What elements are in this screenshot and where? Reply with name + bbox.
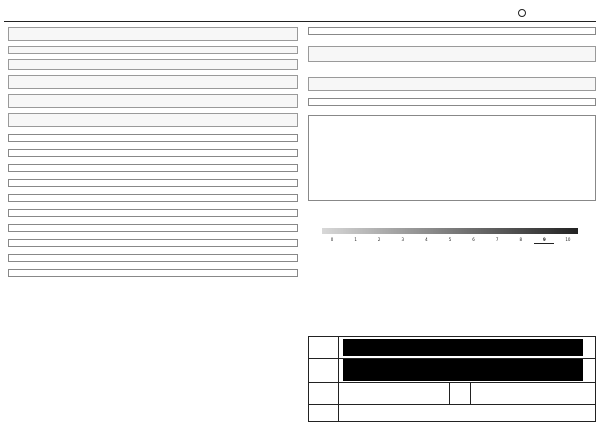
question-16 — [8, 268, 298, 277]
question-8 — [8, 148, 298, 157]
scale-number: 1 — [354, 237, 357, 242]
answer-box — [8, 269, 298, 277]
answer-box — [8, 194, 298, 202]
logo-mark-icon — [518, 9, 526, 17]
question-11 — [8, 193, 298, 202]
answer-box — [8, 224, 298, 232]
answer-line — [9, 180, 297, 185]
scale-number: 0 — [330, 237, 334, 242]
scale-number: 8 — [519, 237, 523, 242]
scale-number: 3 — [401, 237, 405, 242]
option-line — [9, 76, 297, 81]
answer-line — [9, 270, 297, 275]
question-right-3 — [308, 76, 596, 91]
answer-line — [9, 240, 297, 245]
option-line — [9, 114, 297, 119]
options-box — [8, 94, 298, 108]
options-box — [8, 75, 298, 89]
answer-box — [8, 179, 298, 187]
question-1 — [8, 26, 298, 41]
option-line — [9, 28, 297, 33]
option-line — [309, 78, 595, 83]
scale-number: 9 — [534, 236, 554, 244]
question-right-5 — [308, 114, 596, 201]
question-10 — [8, 178, 298, 187]
answer-box — [8, 209, 298, 217]
answer-box — [308, 27, 596, 35]
question-12 — [8, 208, 298, 217]
scale-number: 7 — [495, 237, 499, 242]
brand-logo — [518, 6, 594, 20]
answer-line — [9, 255, 297, 260]
answer-line — [9, 150, 297, 155]
question-9 — [8, 163, 298, 172]
question-right-2 — [308, 45, 596, 62]
option-line — [9, 60, 297, 65]
store-row — [309, 383, 595, 405]
answer-line — [9, 210, 297, 215]
answer-box — [308, 98, 596, 106]
answer-box — [8, 239, 298, 247]
corp-row — [309, 405, 595, 421]
redacted-block — [343, 339, 583, 356]
free-comment-box — [308, 115, 596, 201]
question-7 — [8, 133, 298, 142]
answer-line — [309, 28, 595, 33]
question-4 — [8, 74, 298, 89]
options-box — [8, 113, 298, 127]
answer-box — [8, 134, 298, 142]
question-right-1 — [308, 26, 596, 35]
question-2 — [8, 45, 298, 54]
customer-address-row — [309, 359, 595, 383]
answer-line — [309, 99, 595, 104]
customer-name-row — [309, 337, 595, 359]
customer-address-label — [309, 359, 339, 382]
scale-number: 6 — [472, 237, 475, 242]
staff-label — [449, 383, 471, 404]
recommendation-scale — [322, 223, 578, 245]
answer-line — [9, 195, 297, 200]
option-line — [9, 47, 297, 52]
scale-number: 5 — [448, 237, 452, 242]
options-box — [308, 46, 596, 62]
option-line — [9, 95, 297, 100]
answer-line — [9, 165, 297, 170]
scale-gradient-bar — [322, 228, 578, 234]
store-info-table — [308, 336, 596, 422]
store-label — [309, 383, 339, 404]
options-box — [8, 27, 298, 41]
answer-box — [8, 164, 298, 172]
customer-name-label — [309, 337, 339, 358]
question-right-4 — [308, 97, 596, 106]
question-13 — [8, 223, 298, 232]
options-box — [308, 77, 596, 91]
survey-header — [4, 4, 596, 22]
scale-number: 4 — [425, 237, 428, 242]
scale-number: 10 — [565, 237, 571, 242]
options-box — [8, 59, 298, 70]
question-3 — [8, 58, 298, 70]
option-line — [309, 47, 595, 52]
scale-number: 2 — [377, 237, 381, 242]
redacted-block — [343, 359, 583, 381]
question-5 — [8, 93, 298, 108]
answer-line — [9, 135, 297, 140]
options-box — [8, 46, 298, 54]
question-15 — [8, 253, 298, 262]
corp-label — [309, 405, 339, 421]
question-14 — [8, 238, 298, 247]
answer-box — [8, 254, 298, 262]
answer-box — [8, 149, 298, 157]
scale-numbers — [322, 236, 578, 244]
answer-line — [9, 225, 297, 230]
question-6 — [8, 112, 298, 127]
